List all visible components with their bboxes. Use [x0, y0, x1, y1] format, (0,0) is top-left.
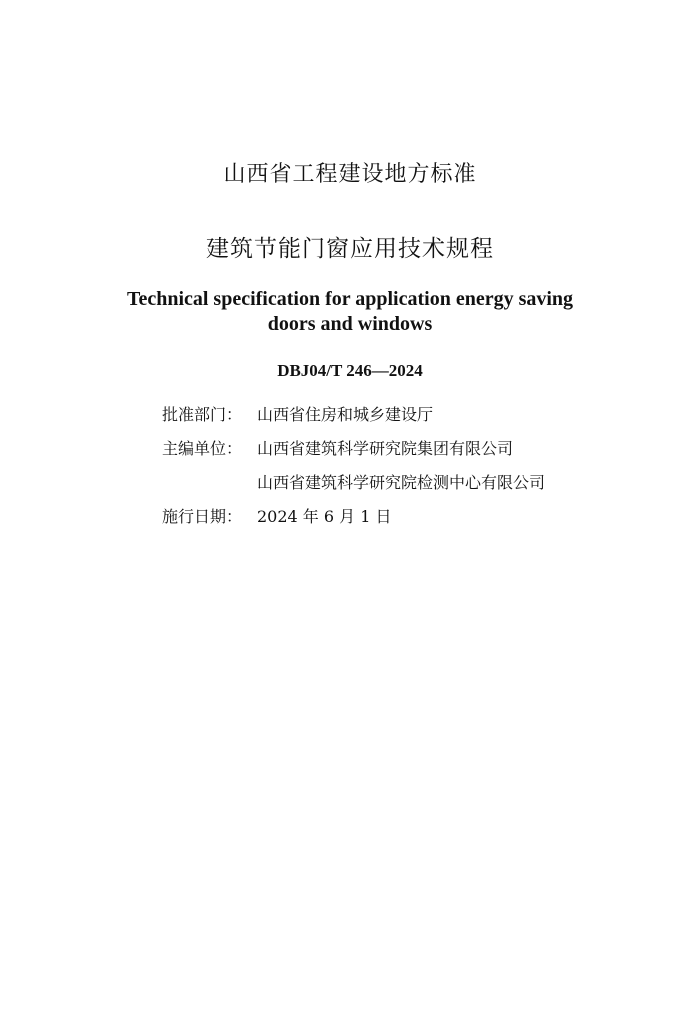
- approval-value: 山西省住房和城乡建设厅: [257, 405, 434, 424]
- chief-editor-row-2: [162, 472, 662, 494]
- document-title-chinese: 建筑节能门窗应用技术规程: [206, 236, 494, 262]
- english-title-line-2: doors and windows: [267, 313, 433, 335]
- effective-date-value: 2024 年 6 月 1 日: [257, 507, 392, 526]
- chief-editor-value-2: 山西省建筑科学研究院检测中心有限公司: [257, 473, 546, 492]
- publication-info: [162, 404, 662, 540]
- standard-code: DBJ04/T 246—2024: [277, 361, 423, 380]
- approval-row: [162, 404, 662, 426]
- chief-editor-row: [162, 438, 662, 460]
- chief-editor-value-1: 山西省建筑科学研究院集团有限公司: [257, 439, 514, 458]
- document-title-english: [100, 287, 600, 337]
- english-title-line-1: Technical specification for application energy saving: [126, 288, 574, 310]
- chief-editor-label: 主编单位：: [162, 439, 243, 458]
- effective-date-row: [162, 506, 662, 528]
- series-title: 山西省工程建设地方标准: [223, 162, 477, 187]
- approval-label: 批准部门：: [162, 405, 243, 424]
- effective-date-label: 施行日期：: [162, 507, 243, 526]
